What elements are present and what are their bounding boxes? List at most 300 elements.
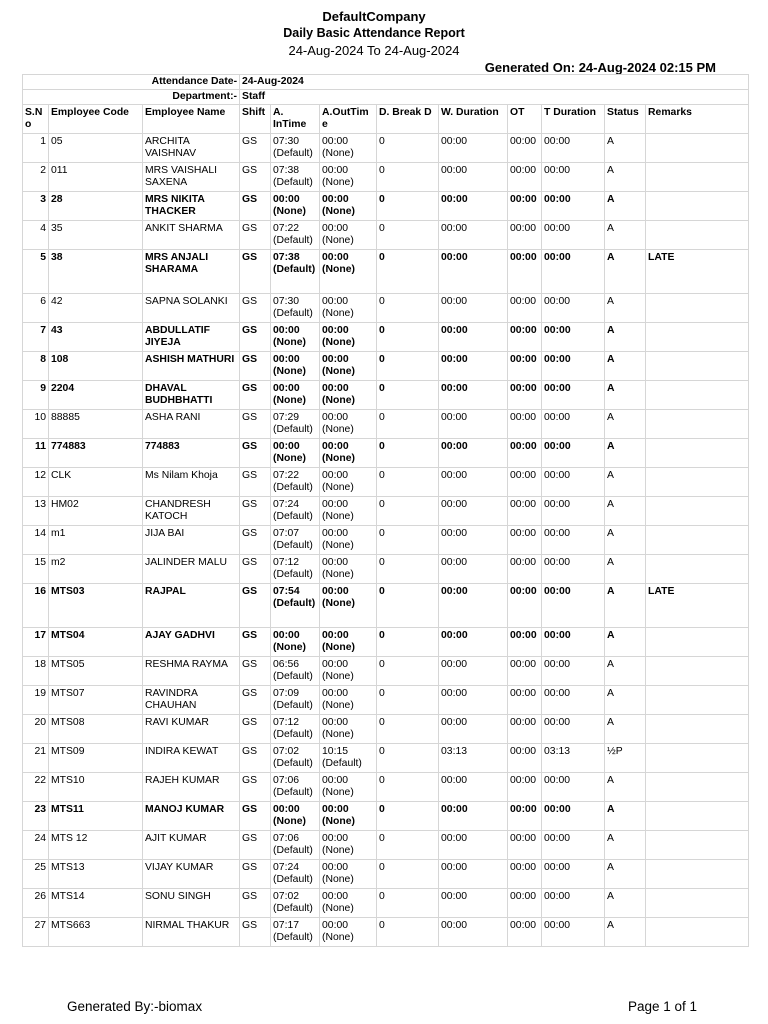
cell-shift: GS (240, 889, 271, 918)
cell-shift: GS (240, 773, 271, 802)
company-name: DefaultCompany (322, 9, 426, 24)
cell-in-time (271, 831, 320, 860)
cell-status: A (605, 250, 646, 294)
cell-employee-name: MRS ANJALI SHARAMA (143, 250, 240, 294)
cell-sno: 15 (23, 555, 49, 584)
cell-sno: 3 (23, 192, 49, 221)
cell-status: A (605, 410, 646, 439)
in-time-value: 00:00 (273, 325, 300, 336)
cell-out-time (320, 773, 377, 802)
cell-employee-code: 42 (49, 294, 143, 323)
cell-break: 0 (377, 468, 439, 497)
cell-in-time (271, 555, 320, 584)
out-time-source: (None) (322, 539, 354, 551)
table-row (23, 918, 749, 947)
cell-status: A (605, 497, 646, 526)
cell-shift: GS (240, 686, 271, 715)
cell-total-duration: 00:00 (542, 468, 605, 497)
cell-out-time (320, 497, 377, 526)
in-time-source: (Default) (273, 539, 313, 551)
cell-employee-name: MRS NIKITA THACKER (143, 192, 240, 221)
cell-ot: 00:00 (508, 860, 542, 889)
cell-ot: 00:00 (508, 555, 542, 584)
cell-employee-code: 35 (49, 221, 143, 250)
cell-work-duration: 00:00 (439, 163, 508, 192)
cell-ot: 00:00 (508, 352, 542, 381)
cell-sno: 8 (23, 352, 49, 381)
cell-employee-code: 88885 (49, 410, 143, 439)
cell-sno: 10 (23, 410, 49, 439)
in-time-source: (None) (273, 641, 306, 653)
cell-total-duration: 00:00 (542, 686, 605, 715)
cell-work-duration: 00:00 (439, 468, 508, 497)
cell-remarks (646, 439, 749, 468)
cell-break: 0 (377, 163, 439, 192)
out-time-value: 00:00 (322, 136, 349, 147)
in-time-value: 07:24 (273, 499, 300, 510)
out-time-value: 00:00 (322, 528, 349, 539)
out-time-source: (None) (322, 815, 355, 827)
cell-employee-name: DHAVAL BUDHBHATTI (143, 381, 240, 410)
cell-employee-name: MANOJ KUMAR (143, 802, 240, 831)
table-row (23, 889, 749, 918)
cell-employee-code: MTS07 (49, 686, 143, 715)
in-time-value: 07:06 (273, 833, 300, 844)
cell-work-duration: 00:00 (439, 889, 508, 918)
cell-status: A (605, 294, 646, 323)
cell-shift: GS (240, 497, 271, 526)
cell-in-time (271, 381, 320, 410)
out-time-value: 00:00 (322, 717, 349, 728)
cell-out-time (320, 163, 377, 192)
cell-employee-code: 05 (49, 134, 143, 163)
cell-status: ½P (605, 744, 646, 773)
table-row (23, 294, 749, 323)
cell-total-duration: 00:00 (542, 294, 605, 323)
cell-total-duration: 00:00 (542, 831, 605, 860)
out-time-source: (None) (322, 902, 354, 914)
cell-employee-name: CHANDRESH KATOCH (143, 497, 240, 526)
out-time-source: (None) (322, 423, 354, 435)
cell-employee-name: 774883 (143, 439, 240, 468)
column-header-row (23, 105, 749, 134)
cell-ot: 00:00 (508, 628, 542, 657)
cell-status: A (605, 802, 646, 831)
cell-break: 0 (377, 831, 439, 860)
in-time-value: 07:22 (273, 470, 300, 481)
cell-work-duration: 00:00 (439, 250, 508, 294)
out-time-source: (None) (322, 786, 354, 798)
cell-employee-name: ANKIT SHARMA (143, 221, 240, 250)
page-number: Page 1 of 1 (627, 999, 697, 1014)
cell-out-time (320, 381, 377, 410)
cell-status: A (605, 439, 646, 468)
cell-break: 0 (377, 526, 439, 555)
cell-remarks (646, 628, 749, 657)
generated-by: Generated By:-biomax (67, 999, 203, 1014)
cell-sno: 18 (23, 657, 49, 686)
cell-shift: GS (240, 439, 271, 468)
out-time-source: (None) (322, 147, 354, 159)
cell-ot: 00:00 (508, 439, 542, 468)
cell-remarks (646, 657, 749, 686)
cell-in-time (271, 744, 320, 773)
cell-employee-code: m1 (49, 526, 143, 555)
cell-total-duration: 00:00 (542, 439, 605, 468)
cell-out-time (320, 831, 377, 860)
cell-break: 0 (377, 802, 439, 831)
in-time-value: 07:22 (273, 223, 300, 234)
cell-in-time (271, 294, 320, 323)
cell-shift: GS (240, 628, 271, 657)
cell-employee-code: 011 (49, 163, 143, 192)
cell-employee-name: AJAY GADHVI (143, 628, 240, 657)
cell-in-time (271, 323, 320, 352)
out-time-value: 00:00 (322, 165, 349, 176)
cell-employee-name: RAJEH KUMAR (143, 773, 240, 802)
cell-out-time (320, 860, 377, 889)
cell-ot: 00:00 (508, 831, 542, 860)
cell-ot: 00:00 (508, 773, 542, 802)
cell-ot: 00:00 (508, 657, 542, 686)
col-header-status: Status (605, 105, 646, 134)
table-row (23, 410, 749, 439)
cell-total-duration: 00:00 (542, 802, 605, 831)
cell-ot: 00:00 (508, 294, 542, 323)
cell-work-duration: 00:00 (439, 860, 508, 889)
cell-break: 0 (377, 918, 439, 947)
in-time-value: 07:38 (273, 252, 300, 263)
in-time-value: 07:38 (273, 165, 300, 176)
cell-out-time (320, 192, 377, 221)
cell-ot: 00:00 (508, 381, 542, 410)
cell-remarks (646, 889, 749, 918)
cell-remarks (646, 555, 749, 584)
cell-employee-code: MTS04 (49, 628, 143, 657)
table-row (23, 526, 749, 555)
cell-in-time (271, 628, 320, 657)
out-time-value: 00:00 (322, 775, 349, 786)
out-time-value: 00:00 (322, 804, 349, 815)
cell-employee-name: SONU SINGH (143, 889, 240, 918)
cell-work-duration: 00:00 (439, 831, 508, 860)
cell-remarks (646, 468, 749, 497)
cell-ot: 00:00 (508, 468, 542, 497)
cell-remarks (646, 410, 749, 439)
table-row (23, 323, 749, 352)
cell-shift: GS (240, 163, 271, 192)
out-time-source: (None) (322, 670, 354, 682)
cell-break: 0 (377, 352, 439, 381)
in-time-value: 07:24 (273, 862, 300, 873)
cell-remarks (646, 352, 749, 381)
cell-in-time (271, 715, 320, 744)
table-row (23, 802, 749, 831)
out-time-value: 00:00 (322, 659, 349, 670)
cell-in-time (271, 468, 320, 497)
table-row (23, 439, 749, 468)
cell-sno: 5 (23, 250, 49, 294)
table-row (23, 250, 749, 294)
cell-employee-name: INDIRA KEWAT (143, 744, 240, 773)
cell-out-time (320, 657, 377, 686)
table-row (23, 831, 749, 860)
cell-employee-name: RAVI KUMAR (143, 715, 240, 744)
in-time-source: (Default) (273, 699, 313, 711)
out-time-source: (None) (322, 307, 354, 319)
cell-total-duration: 00:00 (542, 250, 605, 294)
cell-break: 0 (377, 192, 439, 221)
cell-employee-code: MTS03 (49, 584, 143, 628)
cell-total-duration: 00:00 (542, 657, 605, 686)
table-row (23, 352, 749, 381)
cell-sno: 4 (23, 221, 49, 250)
cell-shift: GS (240, 802, 271, 831)
cell-break: 0 (377, 744, 439, 773)
cell-shift: GS (240, 468, 271, 497)
cell-ot: 00:00 (508, 163, 542, 192)
cell-sno: 21 (23, 744, 49, 773)
cell-work-duration: 00:00 (439, 526, 508, 555)
cell-remarks (646, 773, 749, 802)
cell-employee-name: MRS VAISHALI SAXENA (143, 163, 240, 192)
in-time-source: (Default) (273, 728, 313, 740)
cell-shift: GS (240, 221, 271, 250)
cell-employee-code: 43 (49, 323, 143, 352)
cell-employee-name: AJIT KUMAR (143, 831, 240, 860)
cell-sno: 12 (23, 468, 49, 497)
cell-total-duration: 00:00 (542, 192, 605, 221)
cell-remarks (646, 323, 749, 352)
out-time-value: 00:00 (322, 557, 349, 568)
cell-total-duration: 00:00 (542, 628, 605, 657)
in-time-value: 07:12 (273, 557, 300, 568)
cell-ot: 00:00 (508, 526, 542, 555)
in-time-source: (Default) (273, 423, 313, 435)
cell-in-time (271, 526, 320, 555)
cell-shift: GS (240, 323, 271, 352)
in-time-source: (Default) (273, 510, 313, 522)
cell-sno: 16 (23, 584, 49, 628)
attendance-date-label: Attendance Date- (23, 75, 240, 90)
col-header-work-duration: W. Duration (439, 105, 508, 134)
cell-out-time (320, 555, 377, 584)
out-time-source: (None) (322, 365, 355, 377)
cell-ot: 00:00 (508, 918, 542, 947)
cell-sno: 24 (23, 831, 49, 860)
out-time-value: 00:00 (322, 891, 349, 902)
in-time-source: (Default) (273, 263, 316, 275)
cell-in-time (271, 889, 320, 918)
cell-sno: 25 (23, 860, 49, 889)
cell-out-time (320, 715, 377, 744)
cell-shift: GS (240, 860, 271, 889)
in-time-value: 00:00 (273, 383, 300, 394)
cell-work-duration: 00:00 (439, 352, 508, 381)
cell-break: 0 (377, 860, 439, 889)
cell-in-time (271, 221, 320, 250)
cell-out-time (320, 686, 377, 715)
generated-on-timestamp: Generated On: 24-Aug-2024 02:15 PM (484, 60, 716, 75)
cell-in-time (271, 410, 320, 439)
out-time-value: 00:00 (322, 354, 349, 365)
col-header-ot: OT (508, 105, 542, 134)
table-row (23, 468, 749, 497)
out-time-value: 10:15 (322, 746, 349, 757)
out-time-source: (None) (322, 481, 354, 493)
cell-status: A (605, 323, 646, 352)
cell-sno: 17 (23, 628, 49, 657)
out-time-value: 00:00 (322, 325, 349, 336)
out-time-source: (None) (322, 176, 354, 188)
cell-out-time (320, 134, 377, 163)
cell-total-duration: 00:00 (542, 860, 605, 889)
cell-employee-name: JALINDER MALU (143, 555, 240, 584)
cell-remarks: LATE (646, 250, 749, 294)
cell-status: A (605, 221, 646, 250)
cell-status: A (605, 584, 646, 628)
cell-shift: GS (240, 555, 271, 584)
cell-shift: GS (240, 657, 271, 686)
out-time-source: (None) (322, 336, 355, 348)
table-row (23, 163, 749, 192)
cell-work-duration: 00:00 (439, 918, 508, 947)
cell-sno: 1 (23, 134, 49, 163)
in-time-source: (Default) (273, 931, 313, 943)
out-time-source: (None) (322, 641, 355, 653)
out-time-value: 00:00 (322, 383, 349, 394)
cell-in-time (271, 352, 320, 381)
attendance-date-row (23, 75, 749, 90)
cell-break: 0 (377, 555, 439, 584)
cell-shift: GS (240, 584, 271, 628)
in-time-value: 06:56 (273, 659, 300, 670)
col-header-total-duration: T Duration (542, 105, 605, 134)
out-time-source: (None) (322, 510, 354, 522)
cell-employee-name: Ms Nilam Khoja (143, 468, 240, 497)
cell-remarks (646, 526, 749, 555)
cell-total-duration: 00:00 (542, 410, 605, 439)
col-header-remarks: Remarks (646, 105, 749, 134)
cell-work-duration: 00:00 (439, 294, 508, 323)
cell-shift: GS (240, 831, 271, 860)
cell-employee-code: CLK (49, 468, 143, 497)
cell-remarks (646, 221, 749, 250)
cell-sno: 14 (23, 526, 49, 555)
out-time-value: 00:00 (322, 499, 349, 510)
cell-remarks (646, 134, 749, 163)
cell-sno: 2 (23, 163, 49, 192)
cell-in-time (271, 860, 320, 889)
cell-remarks (646, 381, 749, 410)
table-row (23, 686, 749, 715)
out-time-source: (None) (322, 394, 355, 406)
cell-in-time (271, 163, 320, 192)
in-time-source: (Default) (273, 786, 313, 798)
cell-employee-code: MTS05 (49, 657, 143, 686)
cell-in-time (271, 657, 320, 686)
cell-employee-code: HM02 (49, 497, 143, 526)
col-header-in-time: A. InTime (271, 105, 320, 134)
cell-total-duration: 00:00 (542, 773, 605, 802)
cell-work-duration: 00:00 (439, 715, 508, 744)
cell-out-time (320, 628, 377, 657)
cell-out-time (320, 410, 377, 439)
cell-remarks: LATE (646, 584, 749, 628)
in-time-source: (None) (273, 452, 306, 464)
cell-ot: 00:00 (508, 686, 542, 715)
col-header-out-time: A.OutTime (320, 105, 377, 134)
cell-total-duration: 00:00 (542, 715, 605, 744)
cell-shift: GS (240, 526, 271, 555)
cell-employee-code: MTS14 (49, 889, 143, 918)
cell-status: A (605, 163, 646, 192)
cell-total-duration: 00:00 (542, 526, 605, 555)
out-time-source: (None) (322, 597, 355, 609)
out-time-value: 00:00 (322, 862, 349, 873)
cell-shift: GS (240, 918, 271, 947)
out-time-source: (None) (322, 931, 354, 943)
cell-total-duration: 00:00 (542, 497, 605, 526)
table-row (23, 497, 749, 526)
cell-total-duration: 00:00 (542, 352, 605, 381)
cell-work-duration: 00:00 (439, 802, 508, 831)
cell-status: A (605, 555, 646, 584)
cell-break: 0 (377, 715, 439, 744)
in-time-source: (Default) (273, 234, 313, 246)
cell-shift: GS (240, 715, 271, 744)
cell-remarks (646, 831, 749, 860)
cell-in-time (271, 686, 320, 715)
cell-work-duration: 00:00 (439, 192, 508, 221)
cell-ot: 00:00 (508, 744, 542, 773)
in-time-source: (Default) (273, 307, 313, 319)
in-time-value: 07:54 (273, 586, 300, 597)
cell-remarks (646, 163, 749, 192)
cell-remarks (646, 715, 749, 744)
in-time-source: (Default) (273, 757, 313, 769)
out-time-source: (None) (322, 568, 354, 580)
department-row (23, 90, 749, 105)
cell-break: 0 (377, 294, 439, 323)
cell-status: A (605, 352, 646, 381)
cell-employee-name: RAJPAL (143, 584, 240, 628)
in-time-source: (None) (273, 394, 306, 406)
in-time-source: (Default) (273, 902, 313, 914)
cell-break: 0 (377, 410, 439, 439)
cell-employee-code: MTS13 (49, 860, 143, 889)
out-time-source: (None) (322, 234, 354, 246)
out-time-value: 00:00 (322, 630, 349, 641)
out-time-value: 00:00 (322, 296, 349, 307)
cell-employee-code: 774883 (49, 439, 143, 468)
cell-break: 0 (377, 773, 439, 802)
cell-remarks (646, 744, 749, 773)
out-time-source: (None) (322, 699, 354, 711)
out-time-source: (Default) (322, 757, 362, 769)
out-time-source: (None) (322, 873, 354, 885)
in-time-source: (Default) (273, 597, 316, 609)
in-time-value: 07:09 (273, 688, 300, 699)
cell-ot: 00:00 (508, 889, 542, 918)
in-time-value: 07:07 (273, 528, 300, 539)
cell-total-duration: 00:00 (542, 555, 605, 584)
in-time-value: 07:02 (273, 746, 300, 757)
cell-sno: 26 (23, 889, 49, 918)
report-date-range: 24-Aug-2024 To 24-Aug-2024 (288, 43, 460, 58)
cell-work-duration: 03:13 (439, 744, 508, 773)
cell-shift: GS (240, 134, 271, 163)
